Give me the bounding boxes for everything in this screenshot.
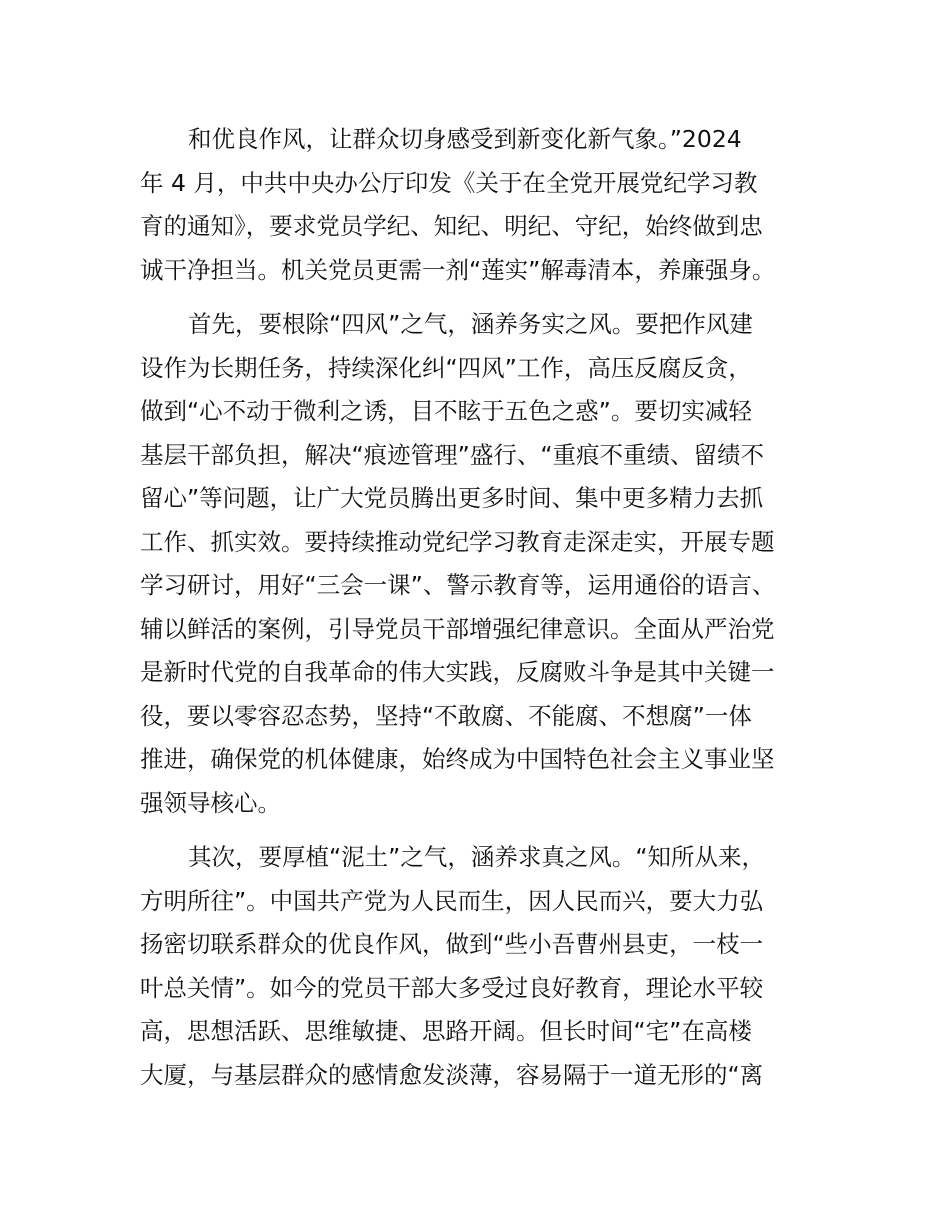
text-line: 留心”等问题，让广大党员腾出更多时间、集中更多精力去抓	[140, 484, 764, 512]
text-line: 强领导核心。	[140, 788, 281, 817]
text-line: 大厦，与基层群众的感情愈发淡薄，容易隔于一道无形的“离	[140, 1060, 764, 1089]
text-line: 役，要以零容忍态势，坚持“不敢腐、不能腐、不想腐”一体	[140, 701, 752, 730]
text-line: 育的通知》，要求党员学纪、知纪、明纪、守纪，始终做到忠	[140, 212, 763, 240]
text-line: 学习研讨，用好“三会一课”、警示教育等，运用通俗的语言、	[140, 571, 776, 599]
text-line: 工作、抓实效。要持续推动党纪学习教育走深走实，开展专题	[140, 527, 775, 556]
text-line: 是新时代党的自我革命的伟大实践，反腐败斗争是其中关键一	[140, 658, 775, 686]
text-line: 首先，要根除“四风”之气，涵养务实之风。要把作风建	[188, 310, 753, 338]
text-line: 和优良作风，让群众切身感受到新变化新气象。”2024	[188, 125, 742, 153]
text-line: 叶总关情”。如今的党员干部大多受过良好教育，理论水平较	[140, 973, 764, 1002]
text-line: 做到“心不动于微利之诱，目不眩于五色之惑”。要切实减轻	[140, 397, 752, 425]
text-line: 其次，要厚植“泥土”之气，涵养求真之风。“知所从来，	[188, 843, 766, 871]
text-line: 推进，确保党的机体健康，始终成为中国特色社会主义事业坚	[140, 745, 775, 773]
text-line: 方明所往”。中国共产党为人民而生，因人民而兴，要大力弘	[140, 886, 764, 915]
text-line: 设作为长期任务，持续深化纠“四风”工作，高压反腐反贪，	[140, 353, 752, 382]
paragraph-3	[140, 836, 840, 1097]
paragraph-1	[140, 118, 840, 292]
text-line: 年 4 月，中共中央办公厅印发《关于在全党开展党纪学习教	[140, 168, 758, 197]
body-text	[140, 118, 840, 1097]
text-line: 辅以鲜活的案例，引导党员干部增强纪律意识。全面从严治党	[140, 614, 775, 643]
text-line: 高，思想活跃、思维敏捷、思路开阔。但长时间“宅”在高楼	[140, 1017, 752, 1045]
text-line: 诚干净担当。机关党员更需一剂“莲实”解毒清本，养廉强身。	[140, 255, 776, 284]
paragraph-2	[140, 303, 840, 825]
text-line: 扬密切联系群众的优良作风，做到“些小吾曹州县吏，一枝一	[140, 930, 764, 958]
text-line: 基层干部负担，解决“痕迹管理”盛行、“重痕不重绩、留绩不	[140, 440, 765, 469]
